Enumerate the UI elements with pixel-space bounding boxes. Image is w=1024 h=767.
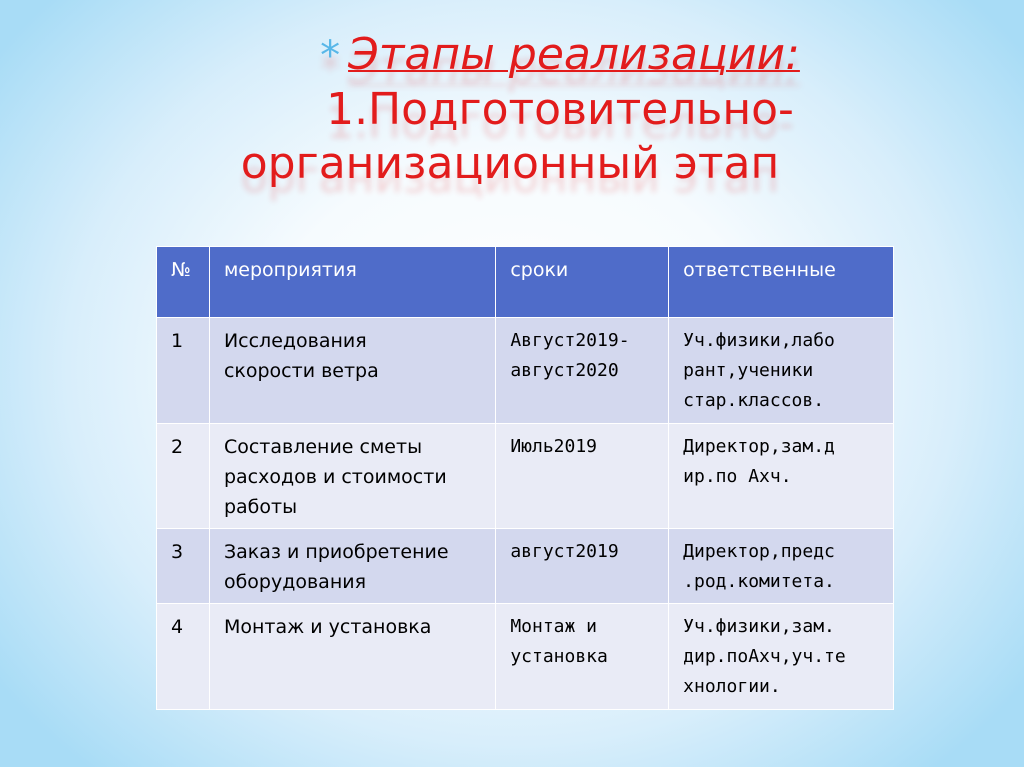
star-bullet-icon: *	[320, 33, 341, 79]
header-term: сроки	[496, 247, 669, 318]
cell-event: Монтаж и установка	[209, 604, 495, 710]
table-row	[157, 318, 894, 424]
title-line-3: организационный этап	[240, 138, 780, 189]
cell-responsible: Директор,предс .род.комитета.	[669, 529, 894, 604]
cell-event: Составление сметы расходов и стоимости работы	[209, 424, 495, 529]
cell-term: август2019	[496, 529, 669, 604]
header-responsible: ответственные	[669, 247, 894, 318]
title-line-1	[200, 28, 920, 83]
cell-term: Монтаж и установка	[496, 604, 669, 710]
table-row	[157, 604, 894, 710]
table-row	[157, 529, 894, 604]
title-line-2: 1.Подготовительно-	[326, 84, 794, 135]
table-row	[157, 424, 894, 529]
table-header-row	[157, 247, 894, 318]
cell-term: Июль2019	[496, 424, 669, 529]
cell-term: Август2019- август2020	[496, 318, 669, 424]
cell-num: 3	[157, 529, 210, 604]
header-event: мероприятия	[209, 247, 495, 318]
cell-num: 4	[157, 604, 210, 710]
cell-num: 1	[157, 318, 210, 424]
cell-responsible: Директор,зам.д ир.по Ахч.	[669, 424, 894, 529]
cell-num: 2	[157, 424, 210, 529]
cell-responsible: Уч.физики,зам. дир.поАхч,уч.те хнологии.	[669, 604, 894, 710]
cell-event: Заказ и приобретение оборудования	[209, 529, 495, 604]
cell-event: Исследования скорости ветра	[209, 318, 495, 424]
stages-table	[156, 246, 894, 710]
header-num: №	[157, 247, 210, 318]
slide-title	[200, 28, 920, 191]
cell-responsible: Уч.физики,лабо рант,ученики стар.классов.	[669, 318, 894, 424]
title-stages-heading: Этапы реализации:	[348, 29, 800, 80]
